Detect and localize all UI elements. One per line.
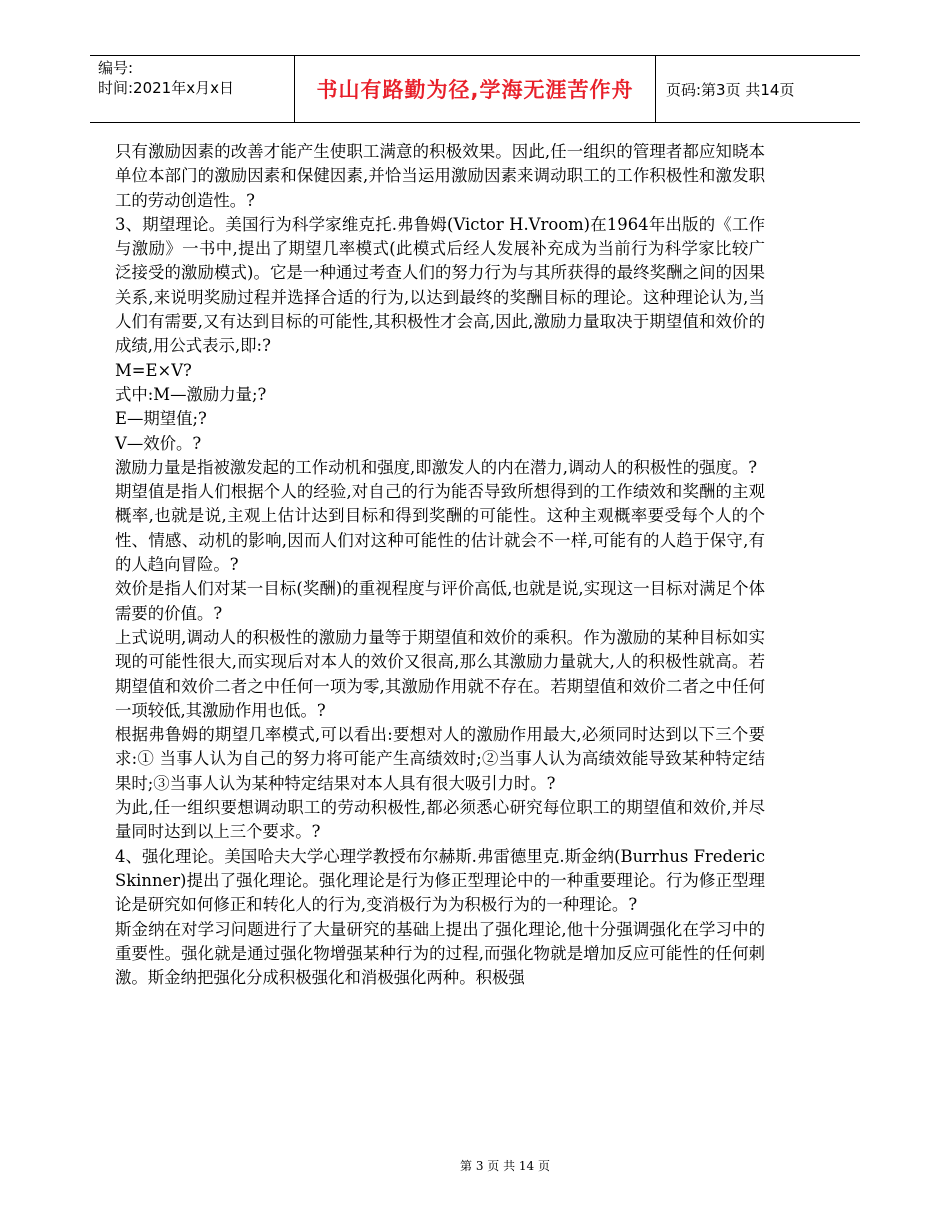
paragraph: 根据弗鲁姆的期望几率模式,可以看出:要想对人的激励作用最大,必须同时达到以下三个要求:① 当事人认为自己的努力将可能产生高绩效时;②当事人认为高绩效能导致某种特定结果时;③当事人认为某种特定结果对本人具有很大吸引力时。? — [115, 725, 765, 793]
paragraph: 上式说明,调动人的积极性的激励力量等于期望值和效价的乘积。作为激励的某种目标如实现的可能性很大,而实现后对本人的效价又很高,那么其激励力量就大,人的积极性就高。若期望值和效价二者之中任何一项为零,其激励作用就不存在。若期望值和效价二者之中任何一项较低,其激励作用也低。? — [115, 627, 765, 720]
paragraph: 期望值是指人们根据个人的经验,对自己的行为能否导致所想得到的工作绩效和奖酬的主观概率,也就是说,主观上估计达到目标和得到奖酬的可能性。这种主观概率要受每个人的个性、情感、动机的影响,因而人们对这种可能性的估计就会不一样,可能有的人趋于保守,有的人趋向冒险。? — [115, 482, 765, 575]
paragraph: 3、期望理论。美国行为科学家维克托.弗鲁姆(Victor H.Vroom)在1964年出版的《工作与激励》一书中,提出了期望几率模式(此模式后经人发展补充成为当前行为科学家比较广泛接受的激励模式)。它是一种通过考查人们的努力行为与其所获得的最终奖酬之间的因果关系,来说明奖励过程并选择合适的行为,以达到最终的奖酬目标的理论。这种理论认为,当人们有需要,又有达到目标的可能性,其积极性才会高,因此,激励力量取决于期望值和效价的成绩,用公式表示,即:? — [115, 214, 765, 356]
paragraph: 为此,任一组织要想调动职工的劳动积极性,都必须悉心研究每位职工的期望值和效价,并尽量同时达到以上三个要求。? — [115, 798, 765, 842]
page-footer: 第 3 页 共 14 页 — [460, 1159, 550, 1173]
formula-line: 式中:M—激励力量;? — [115, 384, 267, 404]
header-page-info: 页码:第3页 共14页 — [666, 80, 795, 99]
document-number-label: 编号: — [98, 59, 134, 77]
paragraph: 斯金纳在对学习问题进行了大量研究的基础上提出了强化理论,他十分强调强化在学习中的重要性。强化就是通过强化物增强某种行为的过程,而强化物就是增加反应可能性的任何刺激。斯金纳把强化分成积极强化和消极强化两种。积极强 — [115, 919, 765, 988]
paragraph: 激励力量是指被激发起的工作动机和强度,即激发人的内在潜力,调动人的积极性的强度。? — [115, 457, 758, 477]
paragraph: 4、强化理论。美国哈夫大学心理学教授布尔赫斯.弗雷德里克.斯金纳(Burrhus Frederic Skinner)提出了强化理论。强化理论是行为修正型理论中的一种重要理论。行为修正型理论是研究如何修正和转化人的行为,变消极行为为积极行为的一种理论。? — [115, 846, 765, 915]
document-time-label: 时间:2021年x月x日 — [98, 79, 234, 97]
document-body — [115, 140, 765, 990]
formula-line: M=E×V? — [115, 360, 192, 380]
paragraph: 效价是指人们对某一目标(奖酬)的重视程度与评价高低,也就是说,实现这一目标对满足个体需要的价值。? — [115, 579, 765, 623]
header-motto: 书山有路勤为径,学海无涯苦作舟 — [294, 56, 656, 122]
page-header — [90, 55, 860, 123]
header-meta — [90, 56, 294, 122]
formula-line: V—效价。? — [115, 433, 202, 453]
paragraph: 只有激励因素的改善才能产生使职工满意的积极效果。因此,任一组织的管理者都应知晓本单位本部门的激励因素和保健因素,并恰当运用激励因素来调动职工的工作积极性和激发职工的劳动创造性。? — [115, 142, 765, 210]
formula-line: E—期望值;? — [115, 409, 207, 429]
